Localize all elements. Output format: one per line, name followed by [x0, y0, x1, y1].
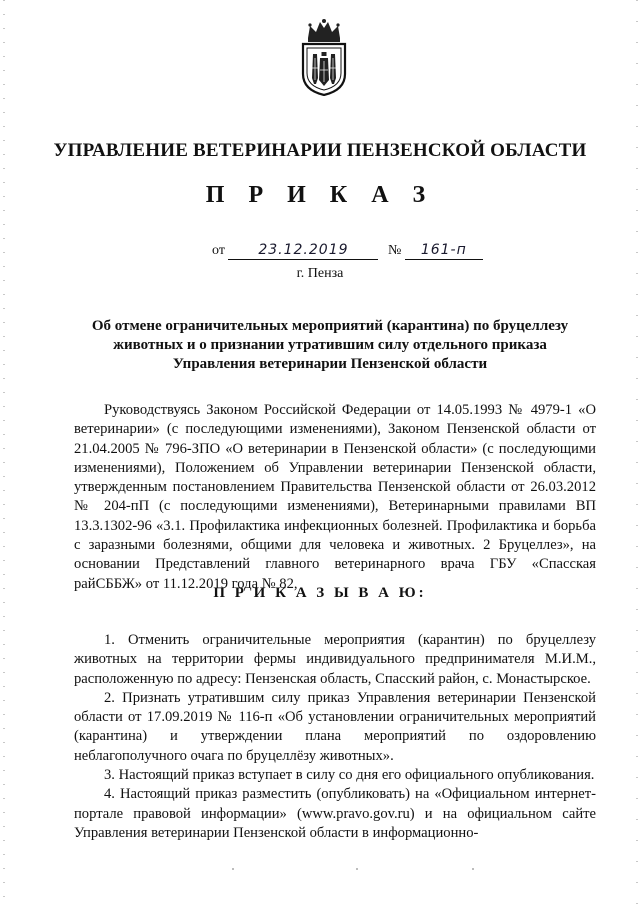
date-value: 23.12.2019 [258, 242, 349, 258]
subject-line-3: Управления ветеринарии Пензенской области [172, 356, 488, 372]
number-value: 161-п [420, 242, 467, 258]
organization-name: УПРАВЛЕНИЕ ВЕТЕРИНАРИИ ПЕНЗЕНСКОЙ ОБЛАСТИ [53, 140, 587, 161]
order-items [74, 631, 596, 843]
date-prefix: от [212, 243, 225, 258]
scan-dot [472, 868, 474, 870]
scan-dot [356, 868, 358, 870]
order-word-heading: П Р И К А З Ы В А Ю: [213, 585, 427, 601]
scan-edge-dots-right [636, 0, 638, 905]
subject-line-2: животных и о признании утратившим силу отдельного приказа [113, 337, 547, 353]
penza-oblast-coat-of-arms-icon [298, 18, 350, 96]
preamble-paragraph: Руководствуясь Законом Российской Федерации от 14.05.1993 № 4979-1 «О ветеринарии» (с последующими изменениями), Законом Пензенской области от 21.04.2005 № 796-ЗПО «О ветеринарии в Пензенской области» (с последующими изменениями), Положением об Управлении ветеринарии Пензенской области, утвержденным постановлением Правительства Пензенской области от 26.03.2012 № 204-пП (с последующими изменениями), Ветеринарными правилами ВП 13.3.1302-96 «3.1. Профилактика инфекционных болезней. Профилактика и борьба с заразными болезнями, общими для человека и животных. 2 Бруцеллез», на основании Представлений главного ветеринарного врача ГБУ «Спасская райСББЖ» от 11.12.2019 года № 82, [74, 402, 596, 592]
number-prefix: № [387, 243, 402, 258]
order-item-4: 4. Настоящий приказ разместить (опубликовать) на «Официальном интернет-портале правовой информации» (www.pravo.gov.ru) и на официальном сайте Управления ветеринарии Пензенской области в информационно- [74, 786, 596, 841]
order-item-2: 2. Признать утратившим силу приказ Управления ветеринарии Пензенской области от 17.09.2019 № 116-п «Об установлении ограничительных мероприятий (карантина) и утверждении плана мероприятий по оздоровлению неблагополучного очага по бруцеллёзу животных». [74, 689, 596, 764]
order-subject [90, 317, 570, 374]
city-name: г. Пенза [296, 266, 344, 281]
scan-dot [232, 868, 234, 870]
scan-edge-dots-left [3, 0, 5, 905]
order-item-3: 3. Настоящий приказ вступает в силу со дня его официального опубликования. [104, 767, 595, 784]
subject-line-1: Об отмене ограничительных мероприятий (карантина) по бруцеллезу [91, 318, 569, 334]
document-type-title: П Р И К А З [205, 182, 435, 208]
order-item-1: 1. Отменить ограничительные мероприятия (карантин) по бруцеллезу животных на территории фермы индивидуального предпринимателя М.И.М., расположенную по адресу: Пензенская область, Спасский район, с. Монастырское. [74, 632, 596, 687]
date-field [228, 242, 378, 260]
number-field [405, 242, 483, 260]
date-number-line [212, 242, 483, 260]
